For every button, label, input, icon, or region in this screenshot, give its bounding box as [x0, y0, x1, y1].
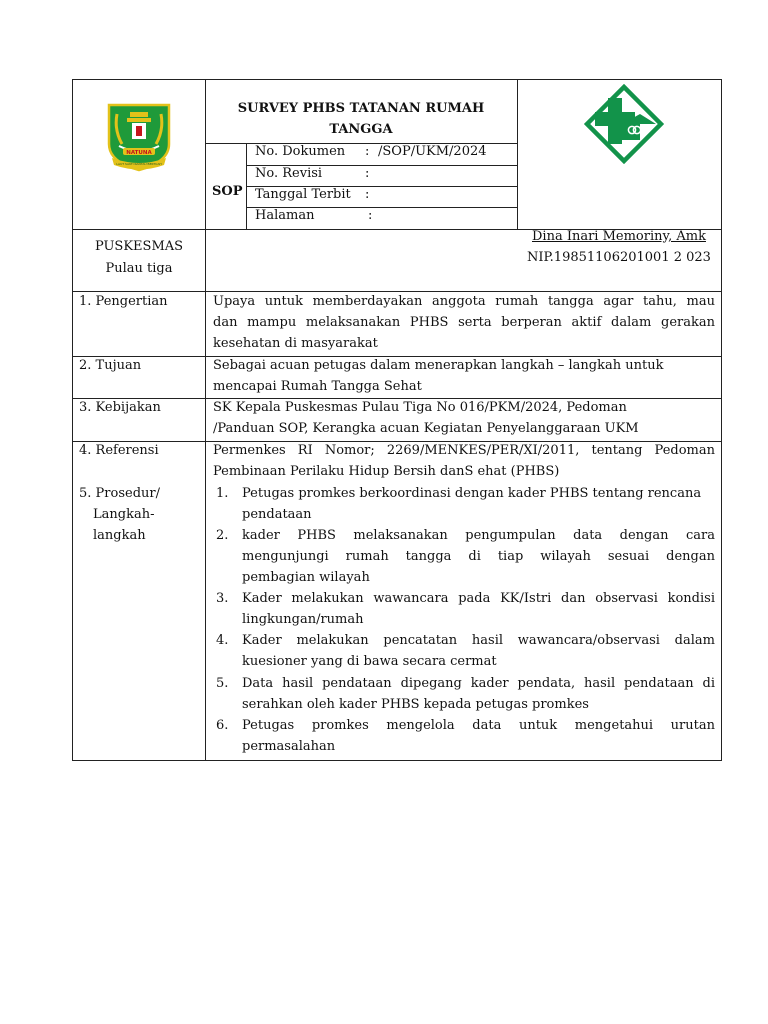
emblem-motto-text: LAUT SAKTI RANTAU BERTUAH: [116, 162, 162, 166]
field-sep-no-revisi: :: [365, 166, 370, 181]
section-label-prosedur-2: Langkah-: [93, 507, 155, 522]
signatory-name: Dina Inari Memoriny, Amk: [532, 229, 706, 244]
field-sep-halaman: :: [368, 208, 373, 223]
section-label-kebijakan: 3. Kebijakan: [79, 400, 161, 415]
sop-label: SOP: [212, 184, 243, 199]
step-4-line-2: kuesioner yang di bawa secara cermat: [242, 654, 497, 669]
pengertian-line-1: Upaya untuk memberdayakan anggota rumah tangga agar tahu, mau: [213, 294, 715, 309]
step-number: 5.: [216, 676, 229, 691]
step-2-line-1: kader PHBS melaksanakan pengumpulan data dengan cara: [242, 528, 715, 543]
section-label-prosedur: 5. Prosedur/: [79, 486, 160, 501]
step-3-line-1: Kader melakukan wawancara pada KK/Istri dan observasi kondisi: [242, 591, 715, 606]
referensi-line-2: Pembinaan Perilaku Hidup Bersih danS ehat (PHBS): [213, 464, 560, 479]
field-label-no-revisi: No. Revisi: [255, 166, 323, 181]
document-title-line1: SURVEY PHBS TATANAN RUMAH: [237, 101, 485, 116]
field-label-halaman: Halaman: [255, 208, 315, 223]
institution-name: PUSKESMAS: [94, 239, 184, 254]
step-number: 4.: [216, 633, 229, 648]
field-label-no-dokumen: No. Dokumen: [255, 144, 346, 159]
step-5-line-1: Data hasil pendataan dipegang kader pendata, hasil pendataan di: [242, 676, 715, 691]
emblem-regency-text: NATUNA: [126, 149, 152, 156]
referensi-line-1: Permenkes RI Nomor; 2269/MENKES/PER/XI/2011, tentang Pedoman: [213, 443, 715, 458]
step-2-line-3: pembagian wilayah: [242, 570, 370, 585]
field-sep-no-dokumen: :: [365, 144, 370, 159]
step-2-line-2: mengunjungi rumah tangga di tiap wilayah sesuai dengan: [242, 549, 715, 564]
institution-place: Pulau tiga: [105, 261, 173, 276]
sop-document: [72, 79, 722, 761]
kebijakan-line-2: /Panduan SOP, Kerangka acuan Kegiatan Penyelanggaraan UKM: [213, 421, 639, 436]
step-3-line-2: lingkungan/rumah: [242, 612, 364, 627]
step-6-line-2: permasalahan: [242, 739, 336, 754]
step-number: 3.: [216, 591, 229, 606]
pengertian-line-2: dan mampu melaksanakan PHBS serta berperan aktif dalam gerakan: [213, 315, 715, 330]
field-label-tanggal-terbit: Tanggal Terbit: [255, 187, 351, 202]
field-sep-tanggal-terbit: :: [365, 187, 370, 202]
section-label-referensi: 4. Referensi: [79, 443, 159, 458]
regency-emblem-icon: [106, 102, 172, 172]
col-divider-left: [205, 80, 206, 760]
step-5-line-2: serahkan oleh kader PHBS kepada petugas promkes: [242, 697, 589, 712]
tujuan-line-1: Sebagai acuan petugas dalam menerapkan langkah – langkah untuk: [213, 358, 664, 373]
step-number: 2.: [216, 528, 229, 543]
pengertian-line-3: kesehatan di masyarakat: [213, 336, 378, 351]
signatory-nip: NIP.19851106201001 2 023: [527, 250, 711, 265]
tujuan-line-2: mencapai Rumah Tangga Sehat: [213, 379, 422, 394]
step-6-line-1: Petugas promkes mengelola data untuk mengetahui urutan: [242, 718, 715, 733]
step-1-line-2: pendataan: [242, 507, 312, 522]
section-label-tujuan: 2. Tujuan: [79, 358, 142, 373]
section-label-prosedur-3: langkah: [93, 528, 146, 543]
field-value-no-dokumen: /SOP/UKM/2024: [378, 144, 487, 159]
step-1-line-1: Petugas promkes berkoordinasi dengan kader PHBS tentang rencana: [242, 486, 702, 501]
col-divider-right: [517, 80, 518, 229]
kebijakan-line-1: SK Kepala Puskesmas Pulau Tiga No 016/PKM/2024, Pedoman: [213, 400, 627, 415]
step-4-line-1: Kader melakukan pencatatan hasil wawancara/observasi dalam: [242, 633, 715, 648]
step-number: 1.: [216, 486, 229, 501]
puskesmas-logo-icon: [584, 84, 664, 164]
document-title-line2: TANGGA: [329, 122, 393, 137]
section-label-pengertian: 1. Pengertian: [79, 294, 168, 309]
step-number: 6.: [216, 718, 229, 733]
